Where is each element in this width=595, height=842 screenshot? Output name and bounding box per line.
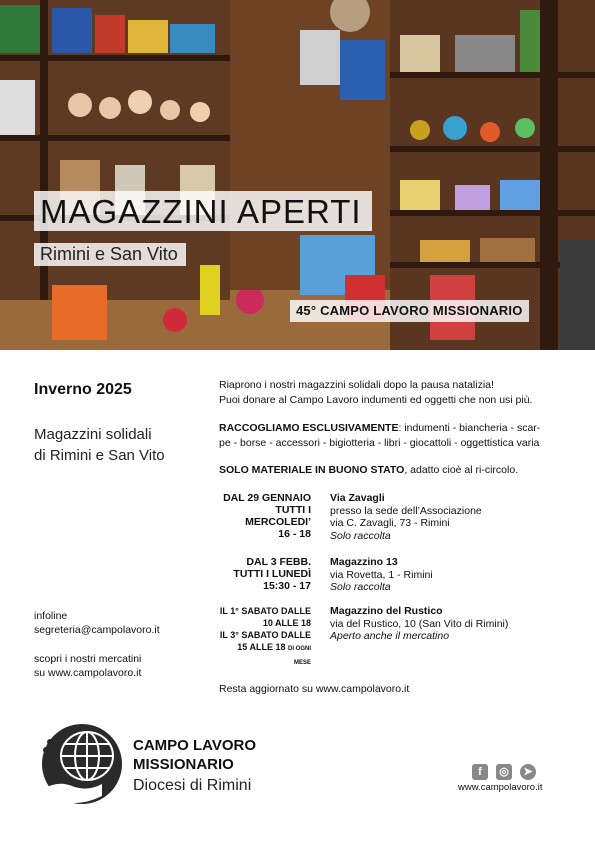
- page-title: MAGAZZINI APERTI: [40, 193, 362, 230]
- schedule-3-where: [330, 605, 570, 643]
- org-name: [133, 736, 256, 774]
- globe-hands-logo: [32, 720, 122, 808]
- schedule-1-line-2: via C. Zavagli, 73 - Rimini: [330, 517, 450, 529]
- season-label: Inverno 2025: [34, 381, 132, 398]
- condition-head: SOLO MATERIALE IN BUONO STATO: [219, 464, 405, 476]
- schedule-1-when-3: MERCOLEDI’: [245, 516, 311, 528]
- social-icons: [472, 764, 536, 780]
- schedule-2-place: Magazzino 13: [330, 556, 398, 568]
- org-name-line-1: CAMPO LAVORO: [133, 737, 257, 754]
- schedule-3-when-3: IL 3° SABATO DALLE: [219, 630, 311, 640]
- stay-updated[interactable]: Resta aggiornato su www.campolavoro.it: [219, 683, 410, 695]
- infoline-email[interactable]: segreteria@campolavoro.it: [34, 624, 160, 636]
- schedule-3-when-1: IL 1° SABATO DALLE: [219, 606, 311, 616]
- infoline: [34, 609, 160, 637]
- schedule-3-place: Magazzino del Rustico: [330, 605, 443, 617]
- footer-website[interactable]: www.campolavoro.it: [458, 782, 543, 793]
- schedule-3-when-small: DI OGNI MESE: [287, 646, 311, 666]
- schedule-1-when: [219, 492, 311, 540]
- markets-line-2[interactable]: su www.campolavoro.it: [34, 667, 142, 679]
- collection-head: RACCOGLIAMO ESCLUSIVAMENTE: [219, 422, 399, 434]
- instagram-icon[interactable]: ◎: [496, 764, 512, 780]
- condition-note: [219, 464, 518, 476]
- schedule-3-line-1: via del Rustico, 10 (San Vito di Rimini): [330, 617, 509, 630]
- schedule-3-when-2: 10 ALLE 18: [262, 618, 311, 628]
- schedule-3-when-4: 15 ALLE 18: [237, 642, 286, 652]
- markets-line-1: scopri i nostri mercatini: [34, 653, 142, 665]
- storeroom-photo: [0, 0, 595, 350]
- infoline-label: infoline: [34, 610, 68, 622]
- schedule-1-place: Via Zavagli: [330, 492, 385, 504]
- left-description: [34, 424, 209, 466]
- schedule-1-note: Solo raccolta: [330, 529, 391, 542]
- schedule-1-when-2: TUTTI I: [275, 504, 311, 516]
- collection-list: [219, 421, 569, 451]
- hero-photo: [0, 0, 595, 350]
- intro-line-1: Riaprono i nostri magazzini solidali dopo la pausa natalizia!: [219, 379, 494, 391]
- subtitle-box: [34, 243, 186, 266]
- schedule-2-where: [330, 556, 570, 594]
- schedule-2-line-1: via Rovetta, 1 - Rimini: [330, 568, 433, 581]
- schedule-1-where: [330, 492, 570, 542]
- facebook-icon[interactable]: f: [472, 764, 488, 780]
- condition-rest: , adatto cioè al ri-circolo.: [404, 464, 519, 476]
- schedule-1-when-1: DAL 29 GENNAIO: [223, 492, 311, 504]
- schedule-1-when-4: 16 - 18: [278, 528, 311, 540]
- desc-line-2: di Rimini e San Vito: [34, 447, 165, 464]
- page-subtitle: Rimini e San Vito: [40, 244, 178, 264]
- telegram-icon[interactable]: ➤: [520, 764, 536, 780]
- schedule-1-line-1: presso la sede dell’Associazione: [330, 504, 482, 517]
- org-name-line-2: MISSIONARIO: [133, 756, 234, 773]
- schedule-3-note: Aperto anche il mercatino: [330, 630, 450, 642]
- intro-text: [219, 378, 569, 408]
- edition-badge-text: 45° CAMPO LAVORO MISSIONARIO: [296, 303, 523, 318]
- edition-badge: [290, 300, 529, 322]
- intro-line-2: Puoi donare al Campo Lavoro indumenti ed oggetti che non usi più.: [219, 394, 533, 406]
- diocese-name: Diocesi di Rimini: [133, 777, 252, 794]
- schedule-2-when-1: DAL 3 FEBB.: [246, 556, 311, 568]
- markets-note: [34, 652, 141, 680]
- schedule-2-when-3: 15:30 - 17: [263, 580, 311, 592]
- collection-items-1: : indumenti - biancheria - scar-: [398, 422, 541, 434]
- desc-line-1: Magazzini solidali: [34, 426, 152, 443]
- schedule-2-when-2: TUTTI I LUNEDÌ: [233, 568, 311, 580]
- collection-items-2: pe - borse - accessori - bigiotteria - libri - giocattoli - oggettistica varia: [219, 437, 540, 449]
- schedule-2-note: Solo raccolta: [330, 581, 391, 593]
- title-box: [34, 191, 372, 231]
- schedule-2-when: [219, 556, 311, 592]
- schedule-3-when: [219, 605, 311, 669]
